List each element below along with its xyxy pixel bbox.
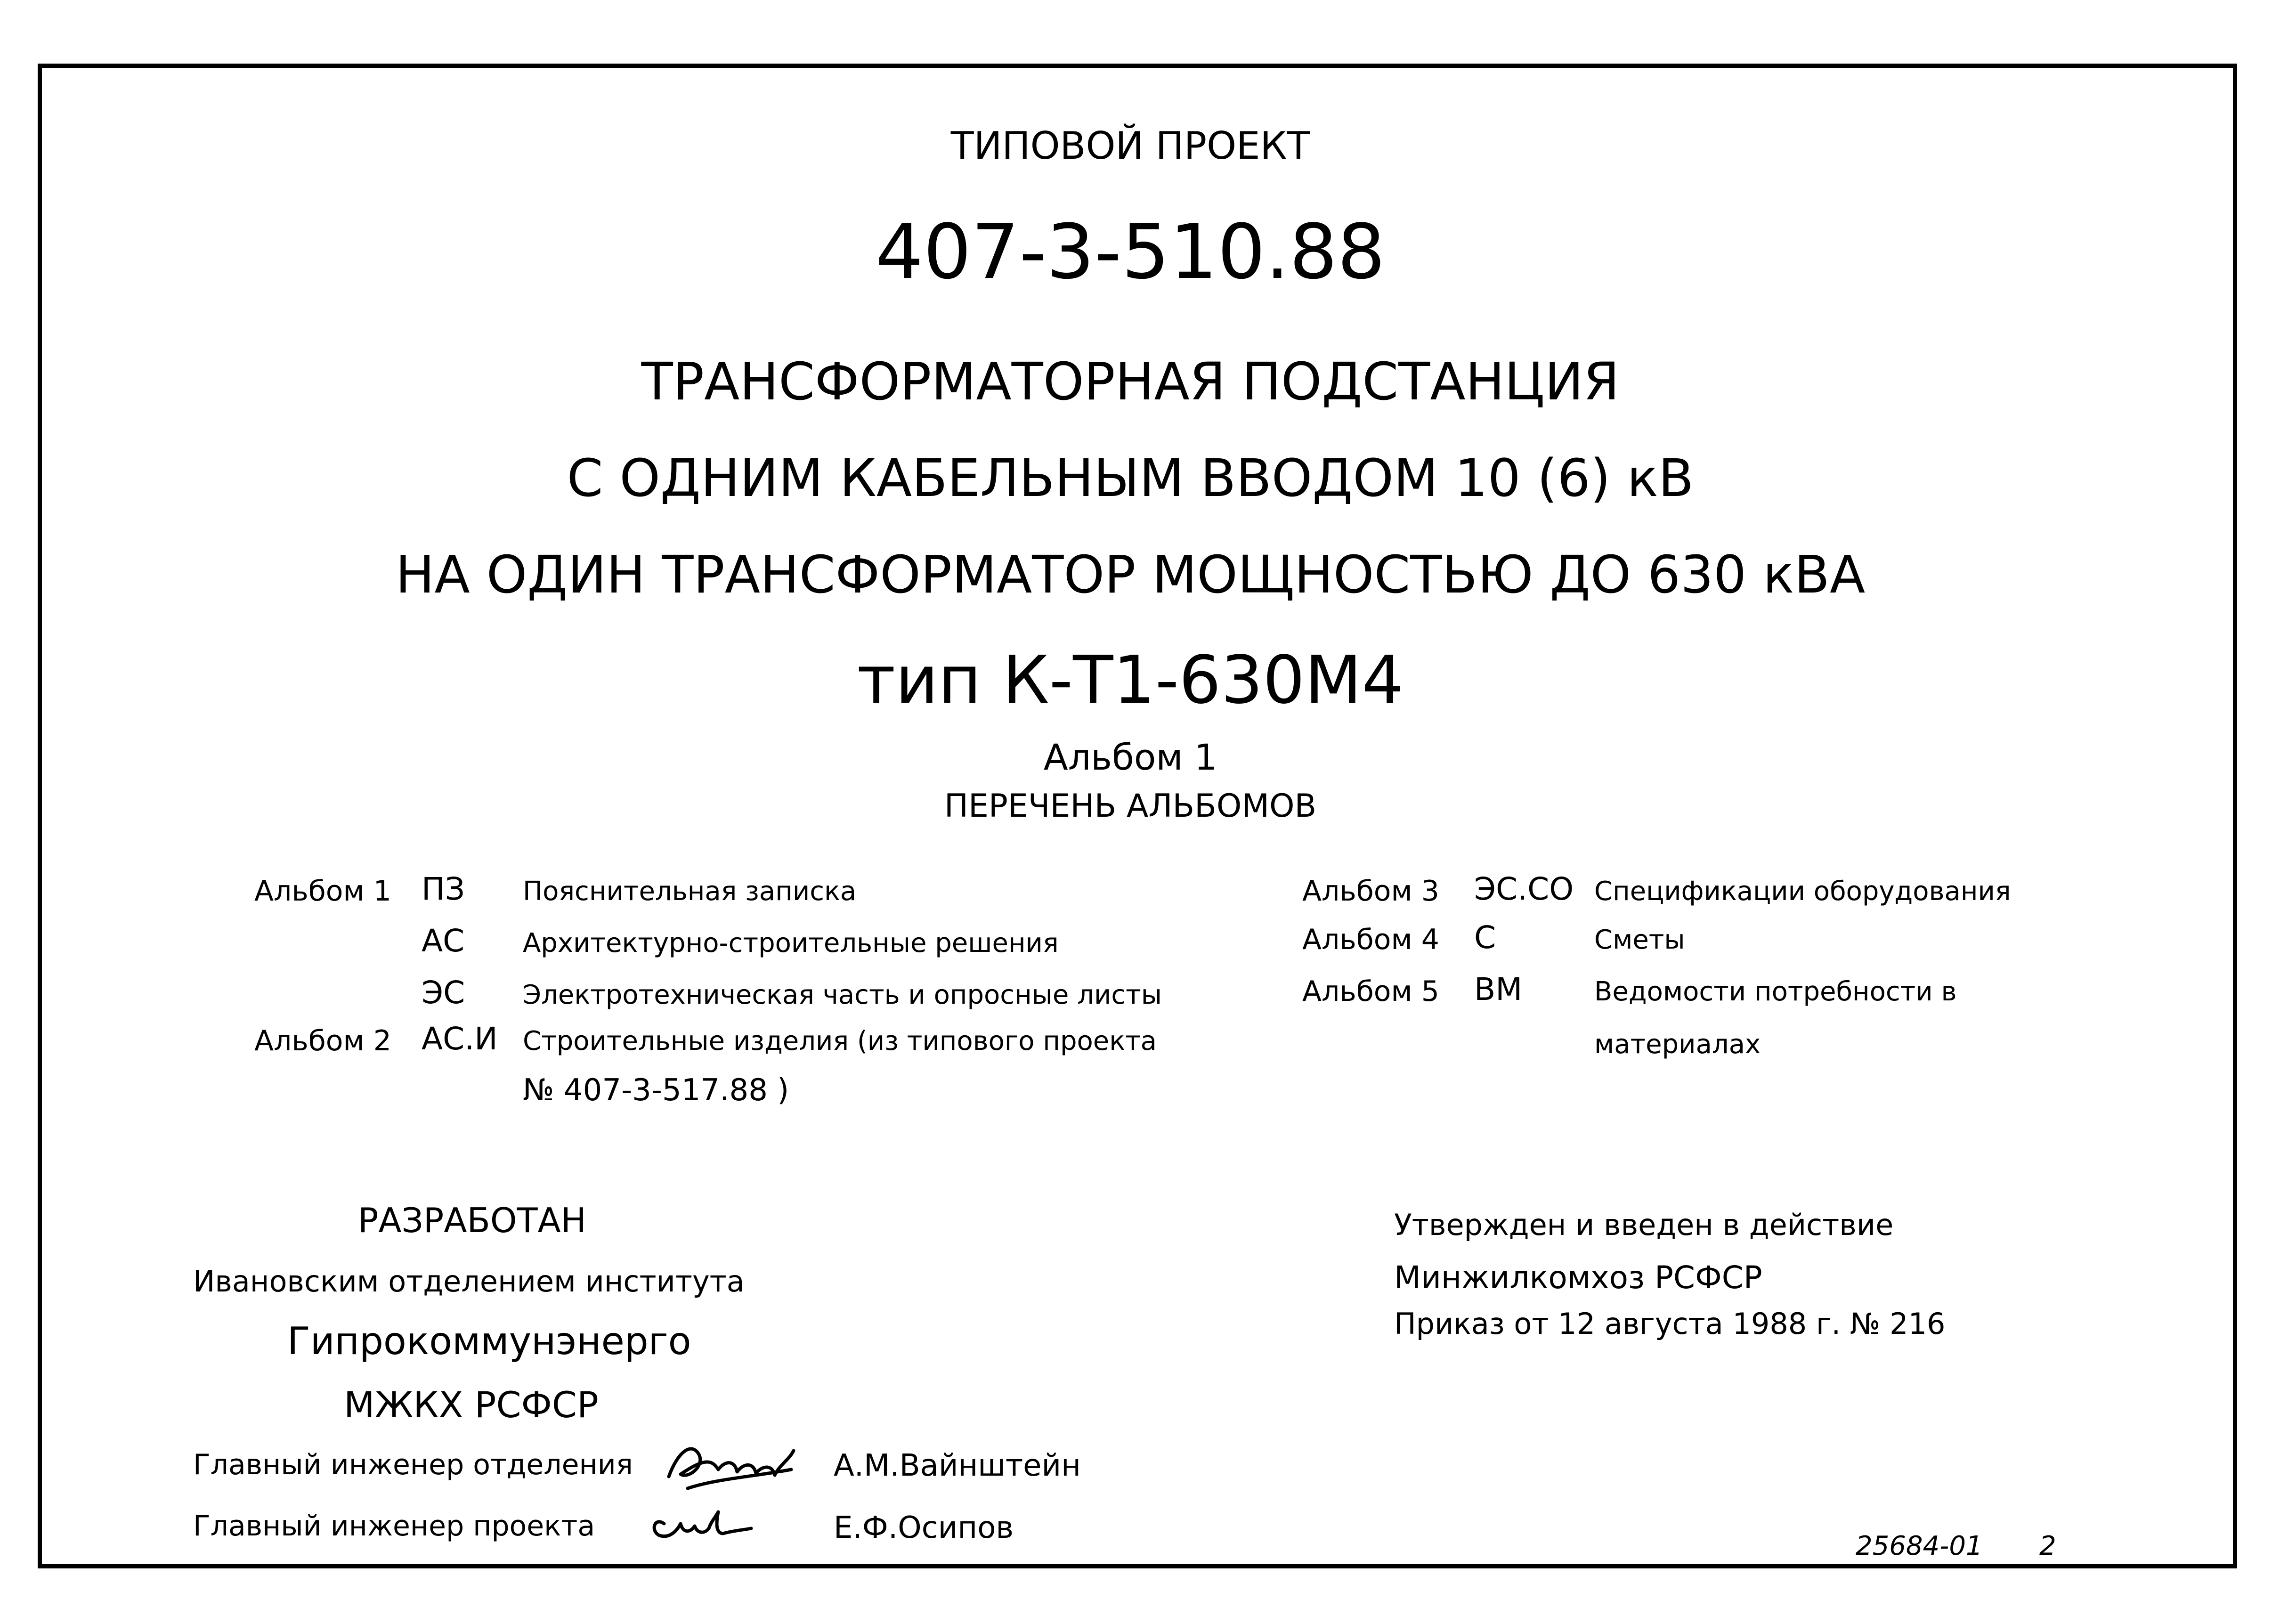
album-description: Архитектурно-строительные решения	[523, 928, 1059, 958]
album-description-continued: № 407-3-517.88 )	[523, 1073, 789, 1108]
signature-role: Главный инженер проекта	[193, 1510, 595, 1543]
album-number: Альбом 5	[1302, 975, 1439, 1008]
album-code: ЭС.СО	[1474, 871, 1574, 907]
developed-org-name: Гипрокоммунэнерго	[287, 1319, 691, 1363]
approval-line-3: Приказ от 12 августа 1988 г. № 216	[1394, 1307, 1946, 1341]
album-description: Строительные изделия (из типового проекта	[523, 1026, 1157, 1056]
album-number: Альбом 1	[254, 875, 391, 908]
title-line-3: НА ОДИН ТРАНСФОРМАТОР МОЩНОСТЬЮ ДО 630 кВА	[395, 544, 1866, 605]
signatory-name: А.М.Вайнштейн	[834, 1448, 1081, 1483]
album-number: Альбом 3	[1302, 875, 1439, 908]
handwritten-signature	[659, 1432, 801, 1498]
album-number: Альбом 2	[254, 1024, 391, 1057]
approval-line-1: Утвержден и введен в действие	[1394, 1208, 1894, 1242]
project-number: 407-3-510.88	[875, 208, 1386, 296]
album-label: Альбом 1	[1043, 736, 1217, 778]
album-code: ПЗ	[422, 871, 465, 907]
header-label: ТИПОВОЙ ПРОЕКТ	[950, 124, 1310, 168]
developed-heading: РАЗРАБОТАН	[358, 1201, 586, 1240]
signature-role: Главный инженер отделения	[193, 1448, 633, 1481]
title-line-2: С ОДНИМ КАБЕЛЬНЫМ ВВОДОМ 10 (6) кВ	[567, 448, 1694, 508]
album-list-heading: ПЕРЕЧЕНЬ АЛЬБОМОВ	[944, 788, 1317, 825]
album-description: Сметы	[1594, 925, 1685, 955]
album-code: АС	[422, 923, 465, 959]
album-description: Ведомости потребности в	[1594, 976, 1957, 1007]
page-number: 2	[2039, 1531, 2056, 1561]
developed-org-line: Ивановским отделением института	[193, 1264, 745, 1299]
document-code: 25684-01	[1856, 1531, 1983, 1561]
album-description: Спецификации оборудования	[1594, 876, 2011, 907]
approval-line-2: Минжилкомхоз РСФСР	[1394, 1259, 1762, 1296]
developed-ministry: МЖКХ РСФСР	[344, 1384, 599, 1426]
album-number: Альбом 4	[1302, 923, 1439, 956]
album-description: Пояснительная записка	[523, 876, 857, 907]
album-description-continued: материалах	[1594, 1029, 1761, 1060]
album-description: Электротехническая часть и опросные листы	[523, 980, 1162, 1010]
handwritten-signature	[645, 1502, 754, 1545]
signatory-name: Е.Ф.Осипов	[834, 1510, 1014, 1545]
album-code: С	[1474, 919, 1496, 956]
album-code: АС.И	[422, 1021, 498, 1057]
title-line-1: ТРАНСФОРМАТОРНАЯ ПОДСТАНЦИЯ	[641, 351, 1620, 412]
album-code: ВМ	[1474, 971, 1523, 1007]
album-code: ЭС	[422, 974, 465, 1011]
substation-type: тип К-Т1-630М4	[857, 642, 1404, 719]
